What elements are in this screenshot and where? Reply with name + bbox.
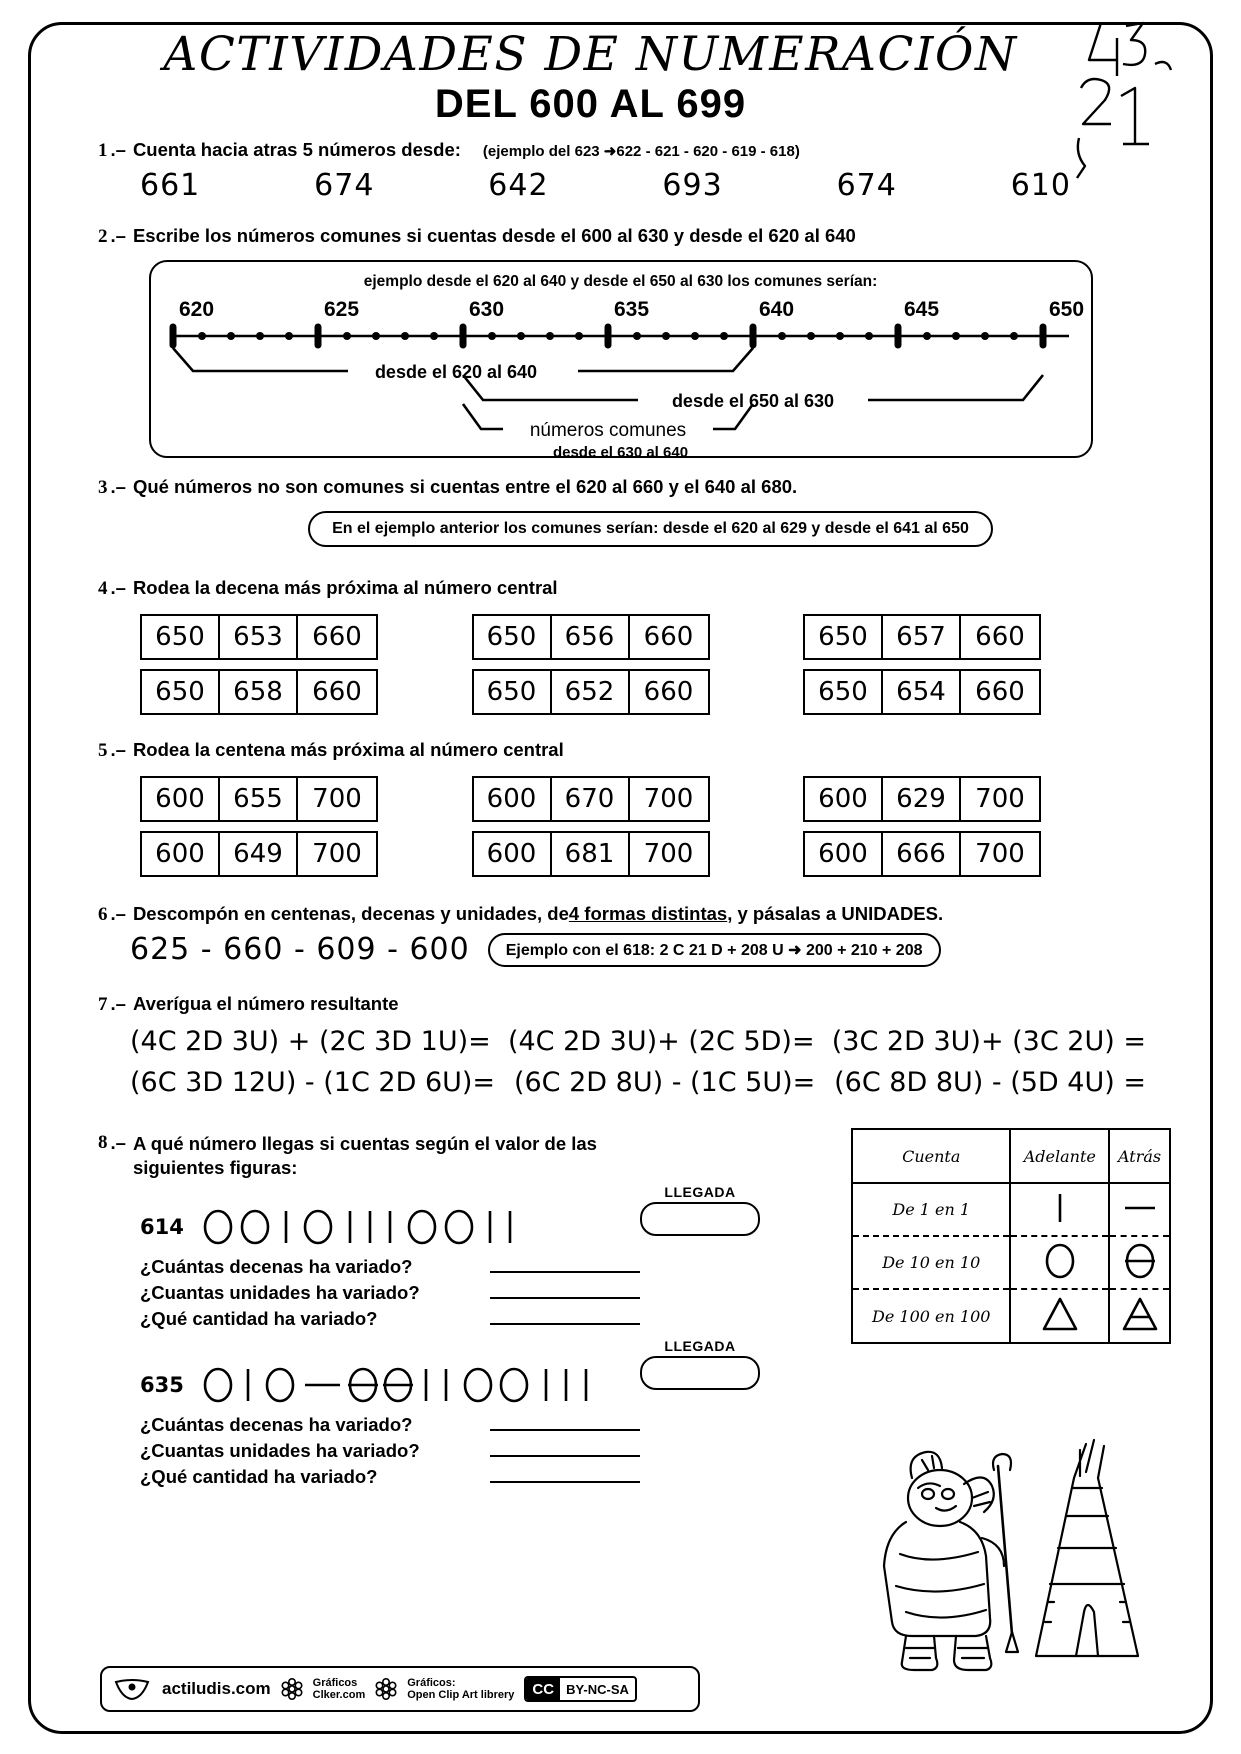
number-triad[interactable] [140, 776, 378, 822]
exercise-1-number-item: 642 [488, 168, 549, 204]
number-triad[interactable] [472, 831, 710, 877]
exercise-2-text: Escribe los números comunes si cuentas desde el 600 al 630 y desde el 620 al 640 [132, 225, 856, 247]
exercise-3-number: 3 [98, 477, 108, 499]
cc-license-text: BY-NC-SA [566, 1681, 629, 1697]
exercise-3-note-wrap [0, 511, 1241, 547]
circle-icon [465, 1369, 491, 1401]
exercise-5 [0, 739, 1241, 877]
triad-cell[interactable]: 700 [975, 784, 1025, 815]
number-line-tick-labels [169, 298, 1085, 324]
triad-cell[interactable]: 654 [883, 671, 961, 713]
answer-rule[interactable] [490, 1311, 640, 1325]
llegada-answer-field[interactable] [640, 1356, 760, 1390]
triad-cell[interactable]: 700 [643, 839, 694, 870]
exercise-1-dash: .– [110, 139, 126, 161]
exercise-6-numbers: 625 - 660 - 609 - 600 [130, 932, 470, 968]
exercise-8-text-line1: A qué número llegas si cuentas según el valor de las [132, 1133, 597, 1155]
triad-cell[interactable]: 652 [552, 671, 630, 713]
triad-cell[interactable]: 700 [643, 784, 694, 815]
triad-cell[interactable]: 660 [975, 622, 1025, 653]
figure-legend-table [851, 1128, 1171, 1344]
brace-label-1: desde el 620 al 640 [374, 362, 537, 383]
exercise-7-equations-row-2 [0, 1067, 1241, 1098]
cc-icon: CC [526, 1678, 560, 1700]
triad-cell[interactable]: 666 [883, 833, 961, 875]
triad-cell[interactable]: 660 [312, 677, 362, 708]
answer-rule[interactable] [490, 1417, 640, 1431]
triad-cell[interactable]: 650 [142, 671, 220, 713]
triad-cell[interactable]: 660 [975, 677, 1025, 708]
triad-cell[interactable]: 660 [643, 677, 694, 708]
exercise-2-heading [0, 225, 1241, 248]
number-triad[interactable] [803, 831, 1041, 877]
exercise-6 [0, 903, 1241, 967]
triad-cell[interactable]: 629 [883, 778, 961, 820]
triad-cell[interactable]: 660 [643, 622, 694, 653]
legend-row-label: De 1 en 1 [892, 1200, 971, 1219]
triad-cell[interactable]: 650 [474, 616, 552, 658]
footer-credit-2-line2: Open Clip Art librery [407, 1689, 515, 1701]
exercise-7-number: 7 [98, 994, 108, 1016]
exercise-4-row-2 [0, 669, 1241, 715]
equation: (6C 8D 8U) - (5D 4U) = [834, 1067, 1146, 1099]
question-text: ¿Cuántas decenas ha variado? [140, 1255, 413, 1277]
exercise-3 [0, 476, 1241, 547]
circle-icon [501, 1369, 527, 1401]
bar-icon [1045, 1191, 1075, 1225]
exercise-6-text-a: Descompón en centenas, decenas y unidades, de [132, 903, 569, 925]
native-american-illustration [836, 1426, 1166, 1676]
equation: (4C 2D 3U) + (2C 3D 1U)= [130, 1026, 491, 1058]
figure-glyphs-2 [200, 1364, 630, 1406]
legend-row-label: De 100 en 100 [853, 1289, 1010, 1342]
triad-cell[interactable]: 700 [975, 839, 1025, 870]
creative-commons-badge[interactable] [524, 1676, 637, 1702]
legend-forward-cell [1010, 1289, 1109, 1342]
exercise-4-heading [0, 577, 1241, 600]
circle-icon [1042, 1242, 1078, 1280]
answer-rule[interactable] [490, 1469, 640, 1483]
exercise-5-text: Rodea la centena más próxima al número central [132, 739, 564, 761]
exercise-8-dash: .– [110, 1132, 126, 1154]
question-text: ¿Qué cantidad ha variado? [140, 1465, 378, 1487]
tick-label: 625 [323, 298, 360, 322]
exercise-6-dash: .– [110, 903, 126, 925]
answer-rule[interactable] [490, 1443, 640, 1457]
exercise-4-row-1 [0, 614, 1241, 660]
exercise-1-number-item: 693 [662, 168, 723, 204]
triad-cell[interactable]: 600 [805, 833, 883, 875]
footer-credit-2 [407, 1677, 514, 1701]
triad-cell[interactable]: 650 [474, 671, 552, 713]
exercise-2-dash: .– [110, 225, 126, 247]
exercise-7-heading [0, 993, 1241, 1016]
llegada-label: LLEGADA [664, 1183, 736, 1200]
number-triad[interactable] [140, 831, 378, 877]
legend-forward-cell [1010, 1236, 1109, 1289]
llegada-box-2 [640, 1338, 760, 1390]
exercise-2 [0, 225, 1241, 462]
question-text: ¿Cuantas unidades ha variado? [140, 1281, 420, 1303]
triangle-icon [1040, 1295, 1080, 1333]
flower-icon [281, 1677, 303, 1701]
triad-cell[interactable]: 655 [220, 778, 298, 820]
exercise-5-row-2 [0, 831, 1241, 877]
figure-start-number: 635 [140, 1372, 184, 1397]
exercise-5-row-1 [0, 776, 1241, 822]
legend-row-label: De 10 en 10 [853, 1236, 1010, 1289]
brace-label-3: números comunes [529, 420, 686, 442]
number-triad[interactable] [472, 776, 710, 822]
exercise-1-text: Cuenta hacia atras 5 números desde: [132, 139, 461, 161]
legend-header-adelante: Adelante [1010, 1130, 1109, 1183]
triad-cell[interactable]: 600 [142, 778, 220, 820]
equation: (6C 3D 12U) - (1C 2D 6U)= [130, 1067, 496, 1099]
triad-cell[interactable]: 656 [552, 616, 630, 658]
number-triad[interactable] [472, 614, 710, 660]
figure-start-number: 614 [140, 1214, 184, 1239]
exercise-5-number: 5 [98, 740, 108, 762]
number-triad[interactable] [803, 669, 1041, 715]
legend-forward-cell [1010, 1183, 1109, 1236]
exercise-1-number-item: 661 [140, 168, 201, 204]
triad-cell[interactable]: 660 [312, 622, 362, 653]
footer-credits [100, 1666, 700, 1712]
equation: (4C 2D 3U)+ (2C 5D)= [507, 1026, 815, 1058]
triangle-bar-icon [1120, 1295, 1160, 1333]
footer-credit-1-line2: Clker.com [312, 1689, 366, 1701]
llegada-answer-field[interactable] [640, 1202, 760, 1236]
exercise-4-dash: .– [110, 577, 126, 599]
circle-icon [267, 1369, 293, 1401]
triad-cell[interactable]: 700 [312, 784, 362, 815]
circle-icon [409, 1211, 435, 1243]
number-triad[interactable] [140, 614, 378, 660]
triad-cell[interactable]: 650 [805, 616, 883, 658]
circle-icon [205, 1211, 231, 1243]
exercise-4 [0, 577, 1241, 715]
tick-label: 645 [903, 298, 940, 322]
equation: (3C 2D 3U)+ (3C 2U) = [831, 1026, 1146, 1058]
exercise-7 [0, 993, 1241, 1098]
exercise-6-heading [0, 903, 1241, 926]
legend-back-cell [1109, 1289, 1169, 1342]
exercise-6-content [0, 932, 1241, 967]
tick-label: 635 [613, 298, 650, 322]
triad-cell[interactable]: 670 [552, 778, 630, 820]
answer-rule[interactable] [490, 1285, 640, 1299]
triad-cell[interactable]: 700 [312, 839, 362, 870]
footer-site[interactable]: actiludis.com [162, 1679, 271, 1698]
number-line-caption: ejemplo desde el 620 al 640 y desde el 650 al 630 los comunes serían: [363, 273, 878, 291]
number-triad[interactable] [803, 776, 1041, 822]
exercise-3-dash: .– [110, 476, 126, 498]
question-text: ¿Qué cantidad ha variado? [140, 1307, 378, 1329]
exercise-8-heading [0, 1132, 700, 1179]
exercise-7-text: Averígua el número resultante [132, 993, 399, 1015]
triad-cell[interactable]: 600 [474, 833, 552, 875]
circle-icon [205, 1369, 231, 1401]
figure-glyphs-1 [200, 1206, 620, 1248]
actiludis-logo-icon [112, 1676, 152, 1702]
circle-icon [305, 1211, 331, 1243]
circle-bar-icon [1120, 1242, 1160, 1280]
exercise-6-text-b: , y pásalas a UNIDADES. [727, 903, 944, 925]
number-triad[interactable] [472, 669, 710, 715]
legend-header-cuenta: Cuenta [853, 1130, 1010, 1183]
exercise-8-text-line2: siguientes figuras: [132, 1157, 298, 1179]
question-text: ¿Cuantas unidades ha variado? [140, 1439, 420, 1461]
exercise-3-text: Qué números no son comunes si cuentas entre el 620 al 660 y el 640 al 680. [132, 476, 798, 498]
exercise-4-number: 4 [98, 578, 108, 600]
exercise-3-heading [0, 476, 1241, 499]
exercise-6-example-pill: Ejemplo con el 618: 2 C 21 D + 208 U ➜ 200 + 210 + 208 [488, 933, 941, 967]
exercise-6-number: 6 [98, 904, 108, 926]
exercise-8-number: 8 [98, 1132, 108, 1154]
question-text: ¿Cuántas decenas ha variado? [140, 1413, 413, 1435]
circle-bar-icon [348, 1369, 378, 1401]
exercise-5-dash: .– [110, 739, 126, 761]
tick-label: 640 [758, 298, 795, 322]
exercise-7-dash: .– [110, 993, 126, 1015]
triad-cell[interactable]: 600 [805, 778, 883, 820]
circle-icon [242, 1211, 268, 1243]
tick-label: 650 [1048, 298, 1085, 322]
tick-label: 620 [178, 298, 215, 322]
exercise-1-number-item: 674 [836, 168, 897, 204]
exercise-6-text-underline: 4 formas distintas [568, 903, 728, 925]
number-line-footnote: desde el 630 al 640 [552, 444, 689, 462]
equation: (6C 2D 8U) - (1C 5U)= [513, 1067, 816, 1099]
triad-cell[interactable]: 681 [552, 833, 630, 875]
legend-back-cell [1109, 1183, 1169, 1236]
triad-cell[interactable]: 600 [142, 833, 220, 875]
footer-credit-1-line1: Gráficos [312, 1676, 358, 1689]
exercise-3-note-pill: En el ejemplo anterior los comunes serían: desde el 620 al 629 y desde el 641 al 650 [308, 511, 993, 547]
triad-cell[interactable]: 657 [883, 616, 961, 658]
number-triad[interactable] [140, 669, 378, 715]
footer-credit-1 [313, 1677, 366, 1701]
answer-rule[interactable] [490, 1259, 640, 1273]
exercise-1 [0, 139, 1241, 203]
legend-header-atras: Atrás [1109, 1130, 1169, 1183]
exercise-1-note: (ejemplo del 623 ➜622 - 621 - 620 - 619 - 618) [482, 143, 800, 161]
number-line-example-box [149, 260, 1093, 462]
triad-cell[interactable]: 650 [805, 671, 883, 713]
exercise-7-equations-row-1 [0, 1026, 1241, 1057]
tick-label: 630 [468, 298, 505, 322]
triad-cell[interactable]: 600 [474, 778, 552, 820]
flower-icon [375, 1677, 397, 1701]
number-line-graphic [163, 324, 1079, 442]
triad-cell[interactable]: 658 [220, 671, 298, 713]
circle-bar-icon [383, 1369, 413, 1401]
exercise-5-heading [0, 739, 1241, 762]
dash-icon [1120, 1191, 1160, 1225]
exercise-4-text: Rodea la decena más próxima al número central [132, 577, 558, 599]
brace-label-2: desde el 650 al 630 [671, 391, 834, 412]
number-triad[interactable] [803, 614, 1041, 660]
page-subtitle: DEL 600 AL 699 [434, 82, 747, 127]
triad-cell[interactable]: 649 [220, 833, 298, 875]
footer-credit-2-line1: Gráficos: [407, 1676, 456, 1689]
exercise-1-heading [0, 139, 1241, 162]
triad-cell[interactable]: 650 [142, 616, 220, 658]
triad-cell[interactable]: 653 [220, 616, 298, 658]
llegada-label: LLEGADA [664, 1337, 736, 1354]
exercise-1-number-item: 610 [1010, 168, 1071, 204]
legend-back-cell [1109, 1236, 1169, 1289]
exercise-1-number-item: 674 [314, 168, 375, 204]
page-title: ACTIVIDADES DE NUMERACIÓN [163, 27, 1018, 82]
exercise-1-numbers [0, 162, 1241, 203]
exercise-1-number: 1 [98, 140, 108, 162]
exercise-2-number: 2 [98, 226, 108, 248]
llegada-box-1 [640, 1184, 760, 1236]
circle-icon [446, 1211, 472, 1243]
